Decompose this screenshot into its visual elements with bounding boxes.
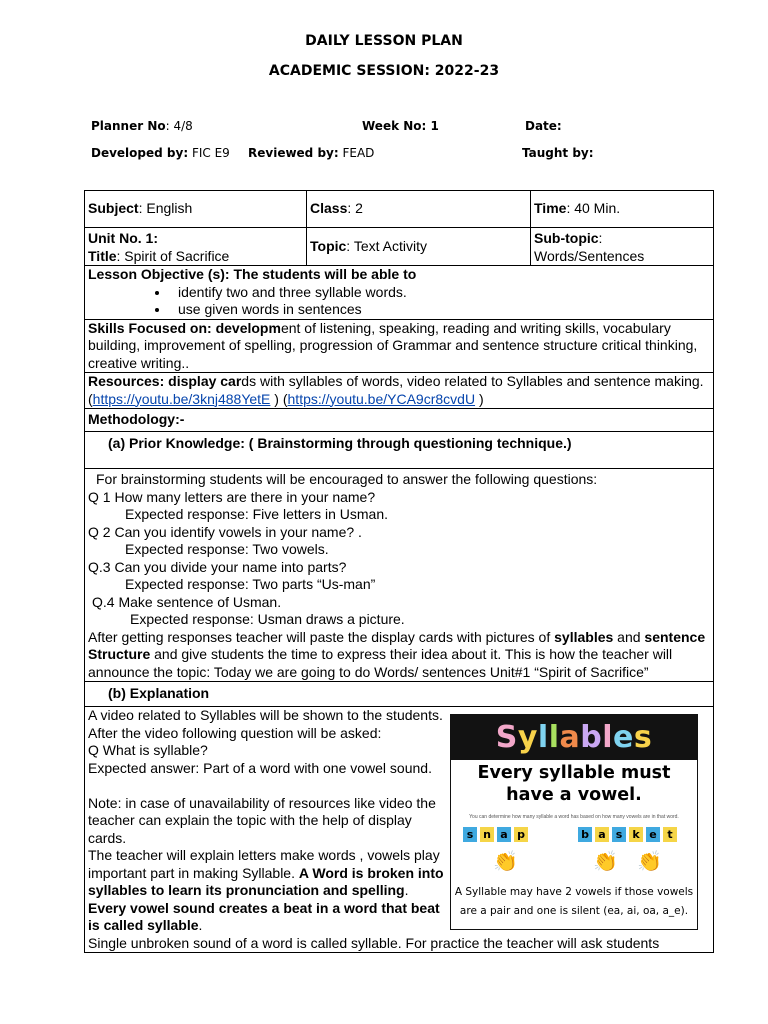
unit-cell: Unit No. 1: Title: Spirit of Sacrifice xyxy=(85,228,307,266)
developed-by: Developed by: FIC E9 xyxy=(91,146,230,160)
subject-cell: Subject: English xyxy=(85,191,307,228)
word-basket xyxy=(578,827,677,842)
word-snap xyxy=(463,827,528,842)
date-field: Date: xyxy=(525,119,562,133)
clap-icon: 👏 xyxy=(637,851,662,873)
lesson-objectives: Lesson Objective (s): The students will be able to • identify two and three syllable words. • use given words in sentences xyxy=(85,266,714,320)
letter-tile: p xyxy=(514,827,528,842)
time-cell: Time: 40 Min. xyxy=(531,191,714,228)
letter-tile: b xyxy=(578,827,592,842)
reviewed-by: Reviewed by: FEAD xyxy=(248,146,375,160)
methodology-heading: Methodology:- xyxy=(85,409,714,432)
letter-tile: e xyxy=(646,827,660,842)
question-2: Q 2 Can you identify vowels in your name? . xyxy=(88,523,362,540)
brainstorming-section: For brainstorming students will be encouraged to answer the following questions: Q 1 How many letters are there in your name? Expected response: Five letters in Usman. Q 2 Can you identify vowels in your name? . Expected response: Two vowels. Q.3 Can you divide your name into parts? Expected response: Two parts “Us-man” Q.4 Make sentence of Usman. Expected response: Usman draws a picture. After getting responses teacher will paste the display cards with pictures of syllables and sentence Structure and give students the time to express their idea about it. This is how the teacher will announce the topic: Today we are going to do Words/ sentences Unit#1 “Spirit of Sacrifice” xyxy=(85,469,714,682)
class-cell: Class: 2 xyxy=(307,191,531,228)
letter-tile: k xyxy=(629,827,643,842)
question-1: Q 1 How many letters are there in your name? xyxy=(88,488,376,505)
clap-icon: 👏 xyxy=(493,851,518,873)
prior-knowledge-heading: (a) Prior Knowledge: ( Brainstorming through questioning technique.) xyxy=(85,432,714,469)
question-3: Q.3 Can you divide your name into parts? xyxy=(88,558,347,575)
practice-text: Single unbroken sound of a word is called syllable. For practice the teacher will ask students xyxy=(88,934,660,951)
syllables-card-title: Syllables xyxy=(495,720,653,755)
question-4: Q.4 Make sentence of Usman. xyxy=(92,593,282,610)
objective-item: • use given words in sentences xyxy=(170,301,710,319)
planner-number: Planner No: 4/8 xyxy=(91,119,193,133)
letter-tile: s xyxy=(463,827,477,842)
subtopic-cell: Sub-topic: Words/Sentences xyxy=(531,228,714,266)
objective-item: • identify two and three syllable words. xyxy=(170,284,710,302)
topic-announcement: After getting responses teacher will paste the display cards with pictures of syllables and sentence Structure and give students the time to express their idea about it. This is how the teacher will announce the topic: Today we are going to do Words/ sentences Unit#1 “Spirit of Sacrifice” xyxy=(88,628,706,680)
lesson-plan-table xyxy=(84,190,714,953)
letter-tile: s xyxy=(612,827,626,842)
letter-tile: a xyxy=(497,827,511,842)
video-link-2[interactable]: https://youtu.be/YCA9cr8cvdU xyxy=(287,390,476,407)
card-footer: A Syllable may have 2 vowels if those vowels are a pair and one is silent (ea, ai, oa, a_e). xyxy=(454,886,694,917)
document-title: DAILY LESSON PLAN xyxy=(305,33,463,49)
card-subtitle: Every syllable must have a vowel. xyxy=(477,763,671,805)
video-link-1[interactable]: https://youtu.be/3knj488YetE xyxy=(92,390,271,407)
clap-icon: 👏 xyxy=(593,851,618,873)
week-number: Week No: 1 xyxy=(362,119,439,133)
topic-cell: Topic: Text Activity xyxy=(307,228,531,266)
letter-tile: t xyxy=(663,827,677,842)
explanation-section: A video related to Syllables will be shown to the students. After the video following question will be asked: Q What is syllable? Expected answer: Part of a word with one vowel sound. Note: in case of unavailability of resources like video the teacher can explain the topic with the help of display cards. The teacher will explain letters make words , vowels play important part in making Syllable. A Word is broken into syllables to learn its pronunciation and spelling. Every vowel sound creates a beat in a word that beat is called syllable. Syllables Every syllable must have a vowel. You can determine how many syllable a word has based on how many vowels are in that word. s n a p b a s k e t 👏 👏 👏 A Syllable may have 2 vowels if those vowels are a pair and one is silent (ea, ai, oa, a_e). Single unbroken sound of a word is called syllable. For practice the teacher will ask students xyxy=(85,707,714,953)
resources: Resources: display cards with syllables of words, video related to Syllables and sentence making. (https://youtu.be/3knj488YetE ) (https://youtu.be/YCA9cr8cvdU ) xyxy=(85,373,714,409)
syllables-display-card: Syllables Every syllable must have a vowel. You can determine how many syllable a word has based on how many vowels are in that word. s n a p b a s k e t 👏 👏 👏 A Syllable may have 2 vowels if those vowels are a pair and one is silent (ea, ai, oa, a_e). xyxy=(450,714,698,930)
skills-focused: Skills Focused on: development of listening, speaking, reading and writing skills, vocabulary building, improvement of spelling, progression of Grammar and sentence structure critical thinking, creative writing.. xyxy=(85,319,714,373)
academic-session: ACADEMIC SESSION: 2022-23 xyxy=(268,63,500,79)
letter-tile: a xyxy=(595,827,609,842)
explanation-heading: (b) Explanation xyxy=(85,682,714,707)
letter-tile: n xyxy=(480,827,494,842)
taught-by: Taught by: xyxy=(522,146,594,160)
